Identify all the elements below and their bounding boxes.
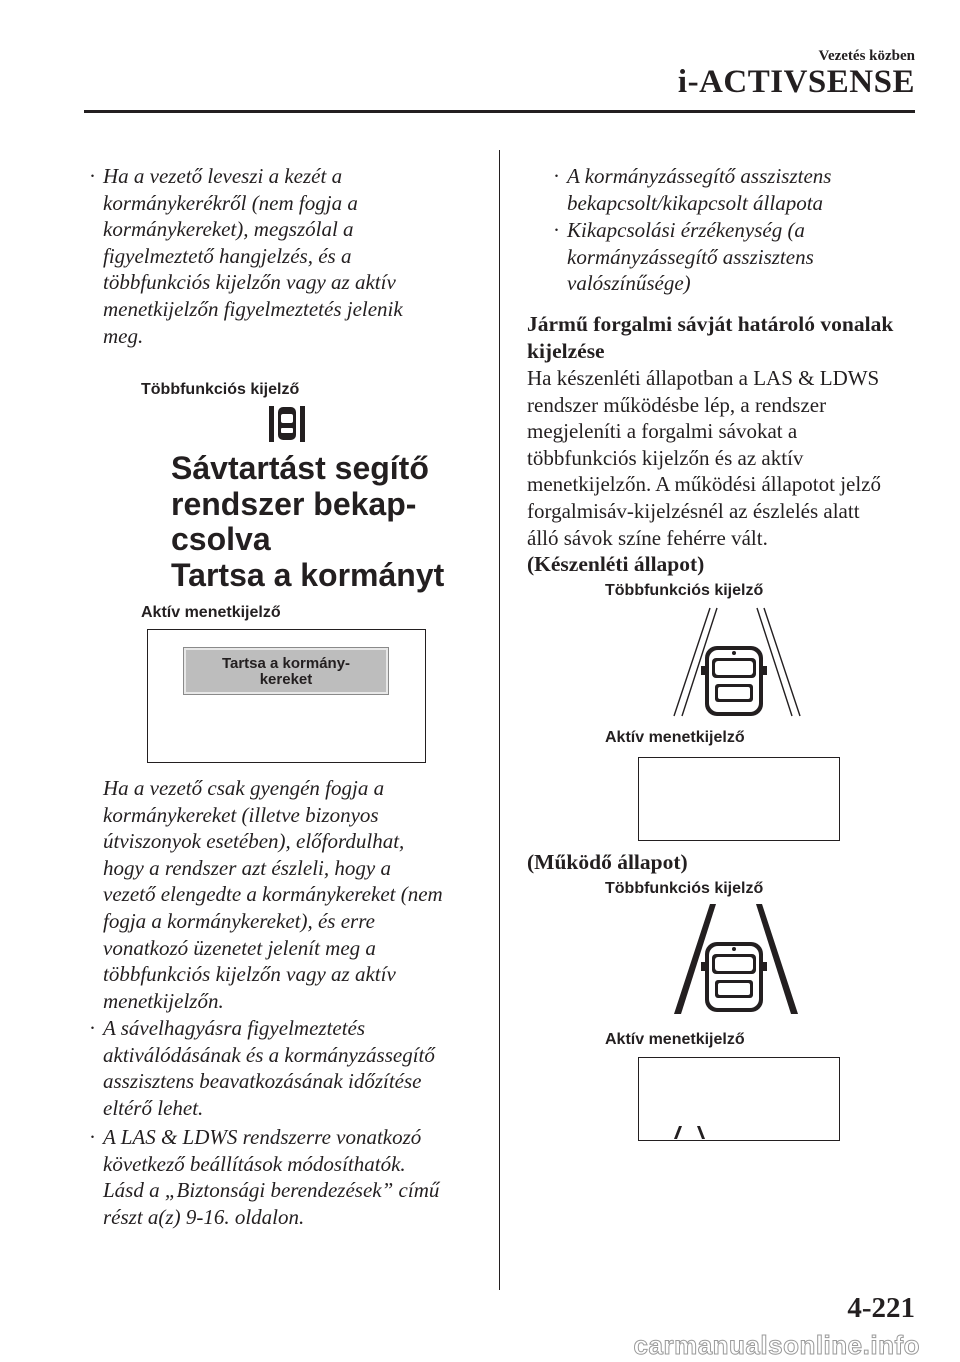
line: A LAS & LDWS rendszerre vonatkozó: [103, 1125, 422, 1149]
line: csolva: [171, 521, 271, 557]
car-icon: [701, 942, 767, 1012]
subbullet-sensitivity: [553, 217, 814, 297]
amd-screen-standby: [638, 757, 840, 841]
operating-state-heading: (Működő állapot): [527, 850, 688, 874]
amd-caption-standby: Aktív menetkijelző: [605, 729, 745, 746]
amd-warning-pill: [184, 648, 388, 694]
line: A sávelhagyásra figyelmeztetés: [103, 1016, 366, 1040]
line: eltérő lehet.: [103, 1095, 204, 1120]
line: Tartsa a kormány-: [221, 655, 351, 672]
line: menetkijelzőn.: [103, 988, 224, 1013]
lane-line-right: [757, 608, 800, 716]
column-divider: [499, 150, 500, 1290]
subbullet-assist-state: [553, 163, 832, 216]
line: útviszonyok esetében), előfordulhat,: [103, 829, 405, 854]
chapter-title: i-ACTIVSENSE: [677, 64, 915, 100]
line: Jármű forgalmi sávját határoló vonalak: [527, 312, 894, 336]
mid-caption: Többfunkciós kijelző: [141, 381, 300, 398]
line: Lásd a „Biztonsági berendezések” című: [103, 1178, 440, 1203]
paragraph-weak-grip: [103, 775, 443, 1014]
line: kereket: [259, 671, 313, 688]
active-driving-display: [147, 629, 426, 763]
mid-lane-graphic-standby: [660, 604, 810, 720]
amd-screen-operating: [638, 1057, 840, 1141]
line: Kikapcsolási érzékenység (a: [567, 218, 805, 242]
line: menetkijelzőn figyelmeztetés jelenik: [103, 296, 403, 321]
line: A kormányzássegítő asszisztens: [567, 164, 832, 188]
line: valószínűsége): [567, 271, 691, 296]
line: kormányzássegítő asszisztens: [567, 244, 814, 269]
line: következő beállítások módosíthatók.: [103, 1151, 406, 1176]
line: többfunkciós kijelzőn vagy az aktív: [103, 270, 396, 295]
bullet-dot: ·: [89, 164, 96, 188]
line: vonatkozó üzenetet jelenít meg a: [103, 935, 376, 960]
bullet-dot: ·: [553, 164, 560, 188]
line: vezető elengedte a kormánykereket (nem: [103, 882, 443, 907]
line: bekapcsolt/kikapcsolt állapota: [567, 190, 824, 215]
line: meg.: [103, 323, 144, 348]
steering-assist-icon: [268, 404, 306, 444]
line: rendszer működésbe lép, a rendszer: [527, 392, 827, 417]
line: Ha a vezető leveszi a kezét a: [103, 164, 343, 188]
line: rendszer bekap-: [171, 485, 417, 522]
bullet-hands-off: [89, 163, 403, 349]
car-icon: [701, 646, 767, 716]
mid-warning-message: [171, 451, 444, 593]
bullet-settings: [89, 1124, 440, 1230]
bullet-dot: ·: [553, 218, 560, 242]
line: kormánykereket (illetve bizonyos: [103, 802, 379, 827]
page-number: 4-221: [847, 1292, 915, 1324]
line: kormánykereket), megszólal a: [103, 217, 354, 242]
line: Tartsa a kormányt: [171, 556, 445, 593]
line: többfunkciós kijelzőn vagy az aktív: [103, 962, 396, 987]
line: aktiválódásának és a kormányzássegítő: [103, 1042, 435, 1067]
line: Ha a vezető csak gyengén fogja a: [103, 776, 385, 800]
line: asszisztens beavatkozásának időzítése: [103, 1069, 422, 1094]
line: részt a(z) 9-16. oldalon.: [103, 1204, 305, 1229]
section-title: Vezetés közben: [818, 48, 915, 64]
line: fogja a kormánykereket), és erre: [103, 908, 375, 933]
line: forgalmisáv-kijelzésnél az észlelés alatt: [527, 498, 860, 523]
line: hogy a rendszer azt észleli, hogy a: [103, 855, 391, 880]
mid-caption-standby: Többfunkciós kijelző: [605, 582, 764, 599]
line: kijelzése: [527, 339, 605, 363]
paragraph-lane-display: [527, 365, 881, 551]
standby-state-heading: (Készenléti állapot): [527, 552, 705, 576]
bullet-timing: [89, 1015, 435, 1121]
mid-lane-graphic-operating: [660, 902, 810, 1016]
section-heading: [527, 311, 893, 365]
line: megjeleníti a forgalmi sávokat a: [527, 419, 798, 444]
amd-caption: Aktív menetkijelző: [141, 604, 281, 621]
watermark-url: carmanualsonline.info: [633, 1330, 920, 1360]
line: figyelmeztető hangjelzés, és a: [103, 243, 352, 268]
mid-caption-operating: Többfunkciós kijelző: [605, 880, 764, 897]
line: Ha készenléti állapotban a LAS & LDWS: [527, 366, 880, 390]
line: kormánykerékről (nem fogja a: [103, 190, 358, 215]
header-rule: [84, 110, 915, 113]
amd-caption-operating: Aktív menetkijelző: [605, 1031, 745, 1048]
line: álló sávok színe fehérre vált.: [527, 525, 768, 550]
bullet-dot: ·: [89, 1125, 96, 1149]
bullet-dot: ·: [89, 1016, 96, 1040]
line: Sávtartást segítő: [171, 450, 429, 486]
line: többfunkciós kijelzőn és az aktív: [527, 445, 804, 470]
line: menetkijelzőn. A működési állapotot jelző: [527, 472, 882, 497]
amd-lane-lines-operating: [673, 1126, 709, 1140]
